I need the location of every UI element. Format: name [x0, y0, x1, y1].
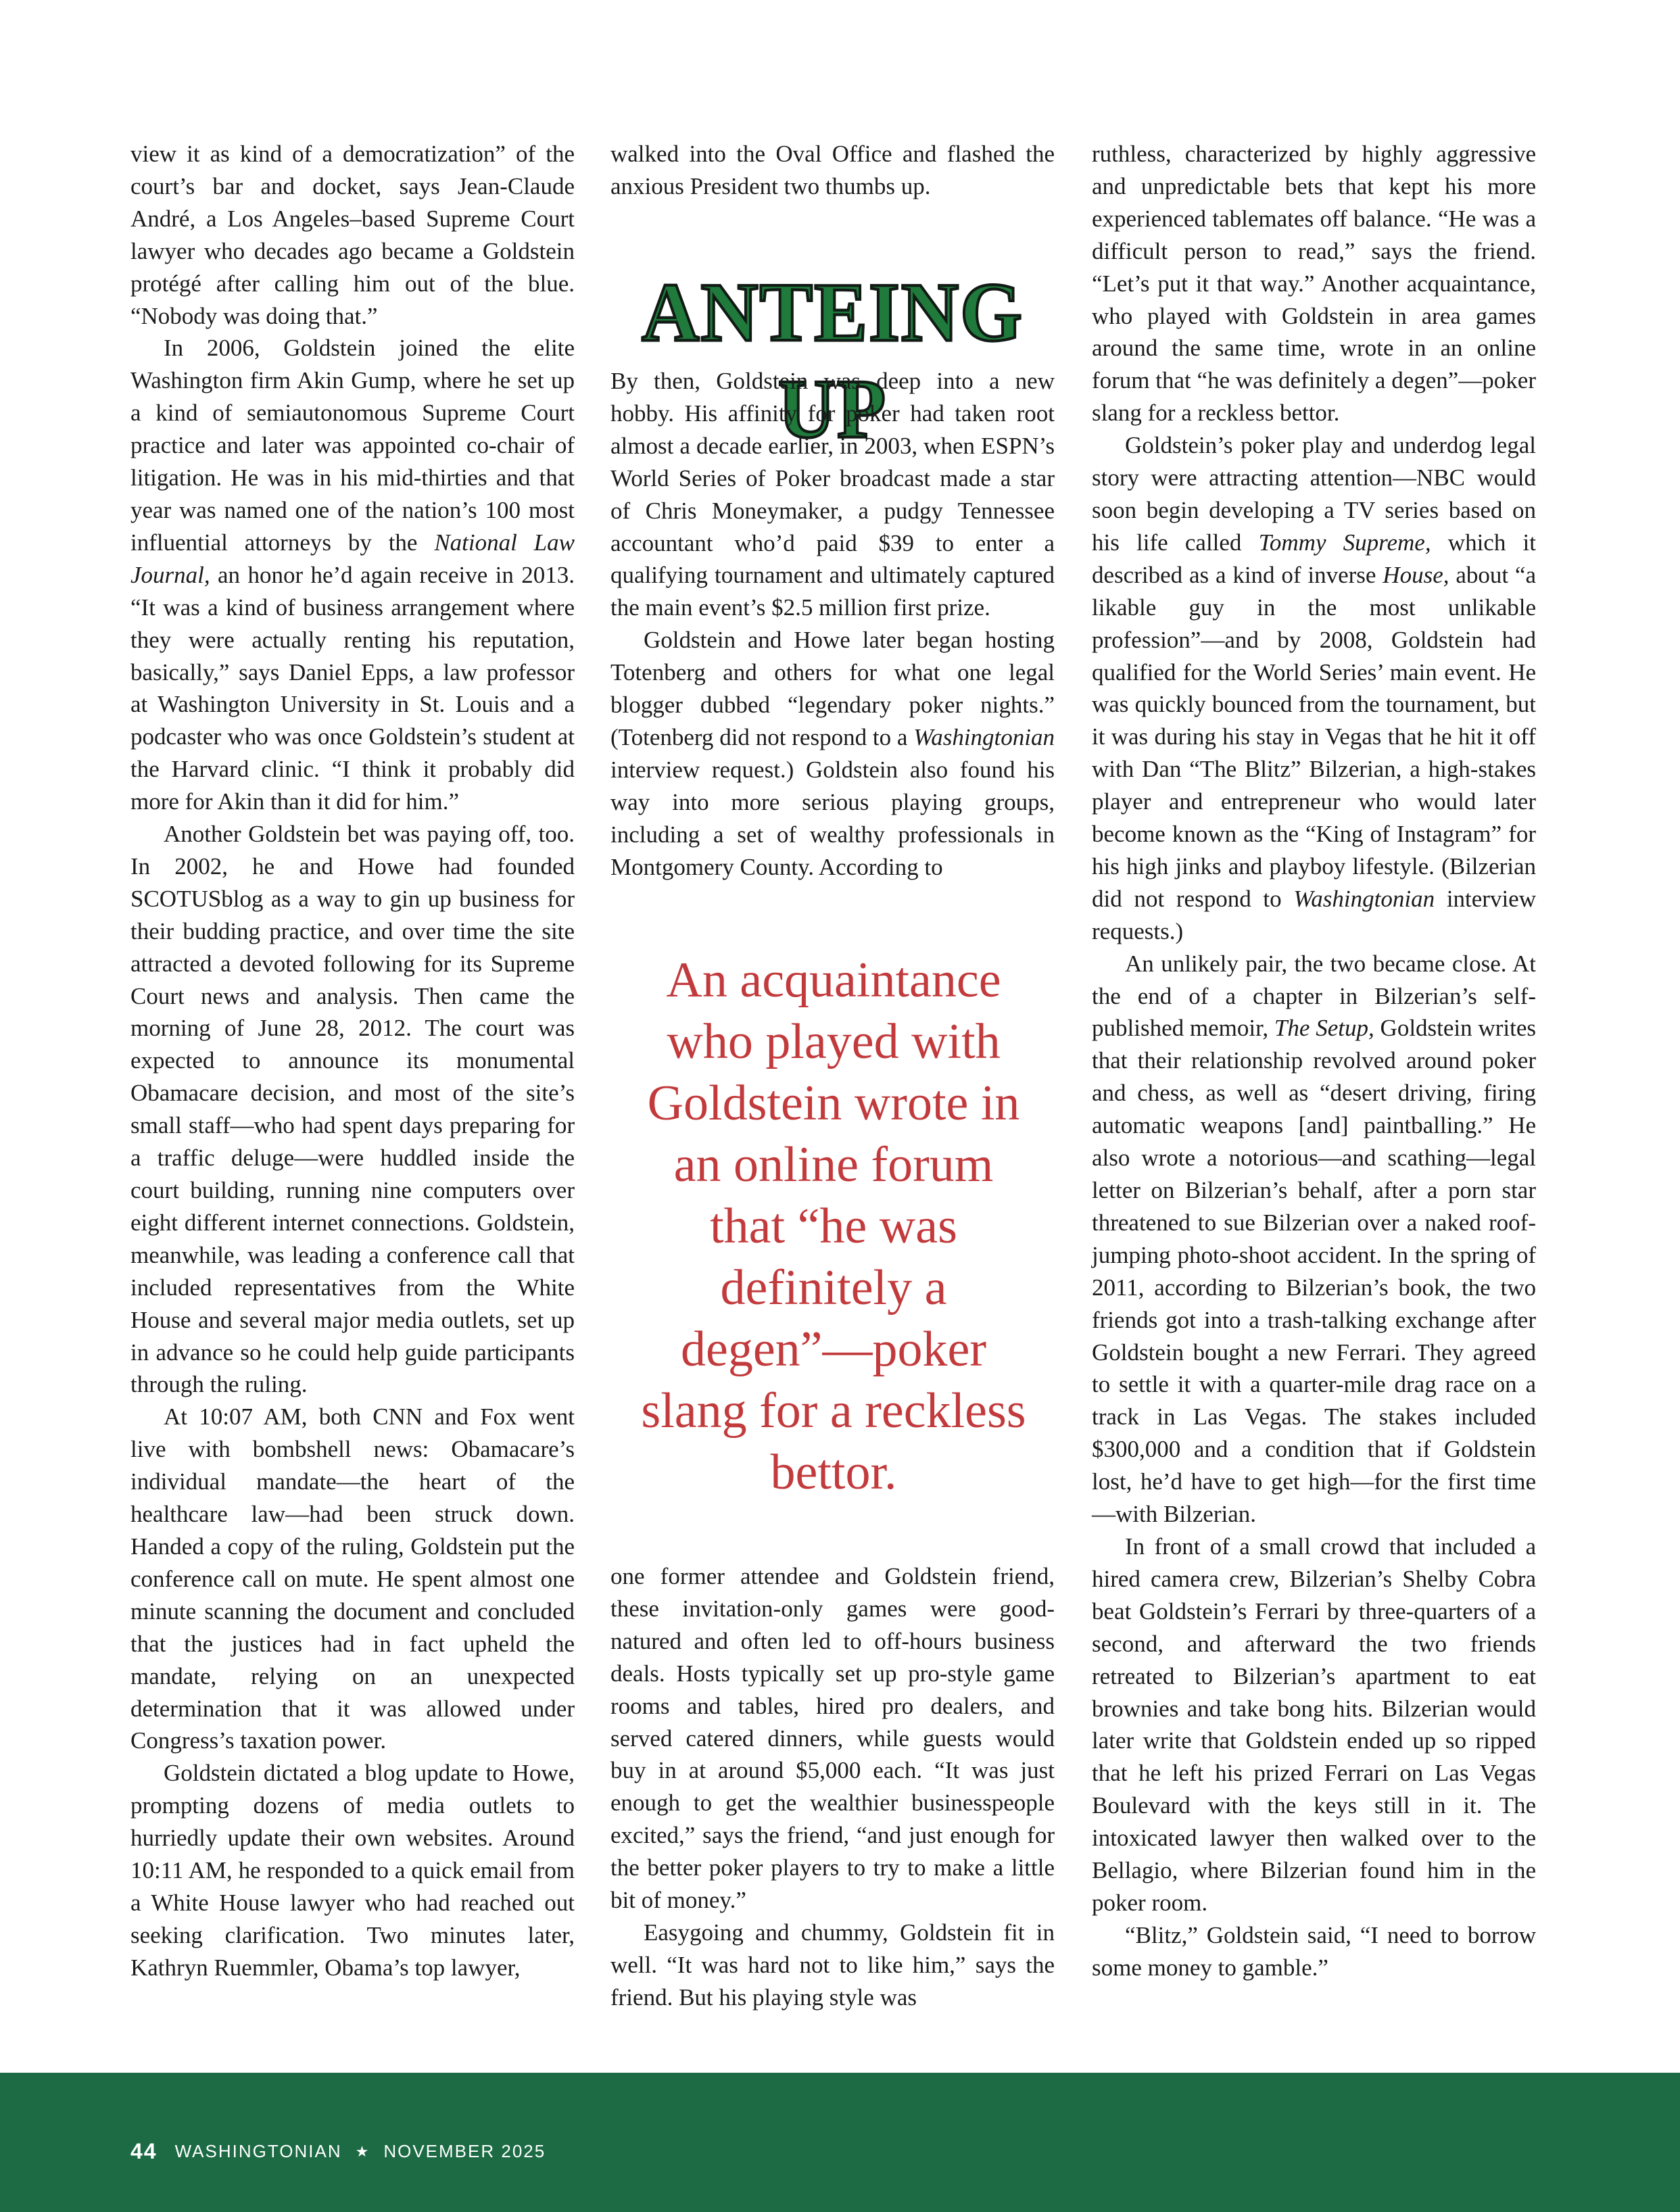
star-icon: ★ [355, 2142, 370, 2160]
text-run: which it described as a kind of inverse [1092, 529, 1536, 588]
publication-name: WASHINGTONIAN [174, 2141, 342, 2161]
paragraph [1092, 138, 1536, 429]
paragraph [1092, 1919, 1536, 1984]
paragraph [1092, 948, 1536, 1531]
italic-text: House, [1383, 561, 1449, 588]
section-heading: ANTEING UP [642, 266, 1024, 456]
page-number: 44 [130, 2139, 158, 2163]
text-run: ruthless, characterized by highly aggressive and unpredictable bets that kept his more experienced tablemates off balance. “He was a difficult person to read,” says the friend. “Let’s put it that way.” Another acquaintance, who played with Goldstein in area games around the same time, wrote in an online forum that “he was definitely a degen”—poker slang for a reckless bettor. [1092, 141, 1536, 427]
paragraph [610, 1560, 1055, 1917]
article-column-3 [1092, 138, 1536, 1984]
text-run: Goldstein dictated a blog update to Howe, prompting dozens of media outlets to hurriedly update their own websites. Around 10:11 AM, he responded to a quick email from a White House lawyer who had reached out seeking clarification. Two minutes later, Kathryn Ruemmler, Obama’s top lawyer, [130, 1760, 575, 1981]
text-run: view it as kind of a democratization” of the court’s bar and docket, says Jean-Claude André, a Los Angeles–based Supreme Court lawyer who decades ago became a Goldstein protégé after calling him out of the blue. “Nobody was doing that.” [130, 141, 575, 329]
text-run: Goldstein’s poker play and underdog legal story were attracting attention—NBC would soon begin developing a TV series based on his life called [1092, 432, 1536, 556]
text-run: interview request.) Goldstein also found his way into more serious playing groups, including a set of wealthy professionals in Montgomery County. According to [610, 756, 1055, 880]
text-run: walked into the Oval Office and flashed the anxious President two thumbs up. [610, 141, 1055, 199]
article-column-2-bottom [610, 1560, 1055, 2014]
article-column-2-middle [610, 365, 1055, 884]
text-run: one former attendee and Goldstein friend, these invitation-only games were good-natured and often led to off-hours business deals. Hosts typically set up pro-style game rooms and tables, hired pro dealers, and served catered dinners, while guests would buy in at around $5,000 each. “It was just enough to get the wealthier businesspeople excited,” says the friend, “and just enough for the better poker players to try to make a little bit of money.” [610, 1563, 1055, 1914]
paragraph [130, 138, 575, 332]
text-run: an honor he’d again receive in 2013. “It was a kind of business arrangement where they were actually renting his reputation, basically,” says Daniel Epps, a law professor at Washington University in St. Louis and a podcaster who was once Goldstein’s student at the Harvard clinic. “I think it probably did more for Akin than it did for him.” [130, 561, 575, 815]
italic-text: Washingtonian [1293, 885, 1435, 912]
text-run: By then, Goldstein was deep into a new hobby. His affinity for poker had taken root almost a decade earlier, in 2003, when ESPN’s World Series of Poker broadcast made a star of Chris Moneymaker, a pudgy Tennessee accountant who’d paid $39 to enter a qualifying tournament and ultimately captured the main event’s $2.5 million first prize. [610, 368, 1055, 621]
text-run: “Blitz,” Goldstein said, “I need to borrow some money to gamble.” [1092, 1921, 1536, 1981]
article-column-1 [130, 138, 575, 1984]
paragraph [130, 1401, 575, 1757]
pull-quote: An acquaintance who played with Goldstein wrote in an online forum that “he was definitely a degen”—poker slang for a reckless bettor. [641, 953, 1026, 1500]
text-run: An unlikely pair, the two became close. At the end of a chapter in Bilzerian’s self-published memoir, [1092, 950, 1536, 1042]
text-run: At 10:07 AM, both CNN and Fox went live with bombshell news: Obamacare’s individual mandate—the heart of the healthcare law—had been struck down. Handed a copy of the ruling, Goldstein put the conference call on mute. He spent almost one minute scanning the document and concluded that the justices had in fact upheld the mandate, relying on an unexpected determination that it was allowed under Congress’s taxation power. [130, 1403, 575, 1754]
paragraph [610, 365, 1055, 624]
italic-text: National Law Journal, [130, 529, 575, 588]
page-footer [0, 2073, 1680, 2212]
text-run: In front of a small crowd that included a hired camera crew, Bilzerian’s Shelby Cobra beat Goldstein’s Ferrari by three-quarters of a second, and afterward the two friends retreated to Bilzerian’s apartment to eat brownies and take bong hits. Bilzerian would later write that Goldstein ended up so ripped that he left his prized Ferrari on Las Vegas Boulevard with the keys still in it. The intoxicated lawyer then walked over to the Bellagio, where Bilzerian found him in the poker room. [1092, 1533, 1536, 1916]
paragraph [130, 1757, 575, 1983]
text-run: Goldstein and Howe later began hosting Totenberg and others for what one legal blogger dubbed “legendary poker nights.” (Totenberg did not respond to a [610, 627, 1055, 750]
paragraph [610, 1917, 1055, 2014]
text-run: interview requests.) [1092, 885, 1536, 944]
paragraph [1092, 1531, 1536, 1919]
text-run: Easygoing and chummy, Goldstein fit in well. “It was hard not to like him,” says the friend. But his playing style was [610, 1919, 1055, 2011]
issue-date: NOVEMBER 2025 [383, 2141, 546, 2161]
text-run: In 2006, Goldstein joined the elite Washington firm Akin Gump, where he set up a kind of semiautonomous Supreme Court practice and later was appointed co-chair of litigation. He was in his mid-thirties and that year was named one of the nation’s 100 most influential attorneys by the [130, 335, 575, 556]
article-column-2-top [610, 138, 1055, 203]
italic-text: Tommy Supreme, [1258, 529, 1431, 556]
paragraph [130, 332, 575, 818]
text-run: about “a likable guy in the most unlikable profession”—and by 2008, Goldstein had qualified for the World Series’ main event. He was quickly bounced from the tournament, but it was during his stay in Vegas that he hit it off with Dan “The Blitz” Bilzerian, a high-stakes player and entrepreneur who would later become known as the “King of Instagram” for his high jinks and playboy lifestyle. (Bilzerian did not respond to [1092, 561, 1536, 912]
paragraph [1092, 429, 1536, 948]
paragraph [610, 138, 1055, 203]
paragraph [130, 818, 575, 1401]
text-run: Another Goldstein bet was paying off, too. In 2002, he and Howe had founded SCOTUSblog as a way to gin up business for their budding practice, and over time the site attracted a devoted following for its Supreme Court news and analysis. Then came the morning of June 28, 2012. The court was expected to announce its monumental Obamacare decision, and most of the site’s small staff—who had spent days preparing for a traffic deluge—were huddled inside the court building, running nine computers over eight different internet connections. Goldstein, meanwhile, was leading a conference call that included representatives from the White House and several major media outlets, set up in advance so he could help guide participants through the ruling. [130, 821, 575, 1398]
folio [130, 2139, 546, 2164]
italic-text: The Setup, [1274, 1015, 1374, 1042]
paragraph [610, 624, 1055, 883]
italic-text: Washingtonian [913, 723, 1055, 750]
text-run: Goldstein writes that their relationship revolved around poker and chess, as well as “desert driving, firing automatic weapons [and] paintballing.” He also wrote a notorious—and scathing—legal letter on Bilzerian’s behalf, after a porn star threatened to sue Bilzerian over a naked roof-jumping photo-shoot accident. In the spring of 2011, according to Bilzerian’s book, the two friends got into a trash-talking exchange after Goldstein bought a new Ferrari. They agreed to settle it with a quarter-mile drag race on a track in Las Vegas. The stakes included $300,000 and a condition that if Goldstein lost, he’d have to get high—for the first time—with Bilzerian. [1092, 1015, 1536, 1528]
